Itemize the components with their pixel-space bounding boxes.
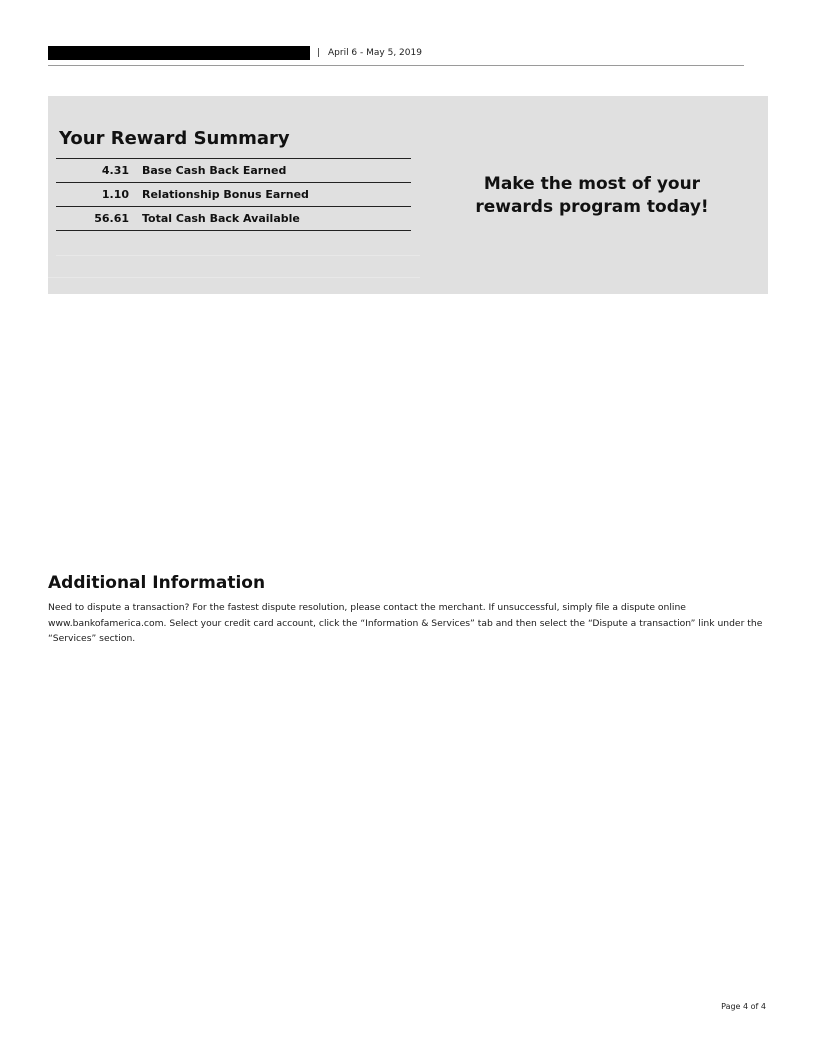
header-divider: [48, 65, 744, 66]
reward-summary-panel: [48, 96, 768, 294]
panel-faint-divider: [56, 255, 420, 256]
additional-information-title: Additional Information: [48, 573, 266, 593]
reward-amount: 56.61: [94, 212, 129, 225]
page-number: Page 4 of 4: [721, 1002, 766, 1011]
statement-date-range: April 6 - May 5, 2019: [328, 48, 422, 58]
reward-label: Base Cash Back Earned: [142, 164, 287, 177]
reward-summary-title: Your Reward Summary: [59, 128, 290, 149]
promo-line: Make the most of your: [483, 174, 701, 194]
redacted-account-bar: [48, 46, 310, 60]
rewards-promo-message: [474, 173, 710, 219]
panel-faint-divider: [48, 277, 420, 278]
reward-summary-table: [56, 158, 411, 231]
reward-label: Relationship Bonus Earned: [142, 188, 309, 201]
promo-line: rewards program today!: [475, 197, 709, 217]
reward-row-base-cash-back: [56, 159, 411, 183]
reward-amount: 1.10: [101, 188, 129, 201]
reward-row-total-cash-back: [56, 207, 411, 231]
reward-label: Total Cash Back Available: [142, 212, 300, 225]
reward-row-relationship-bonus: [56, 183, 411, 207]
reward-amount: 4.31: [101, 164, 129, 177]
header-separator: |: [317, 48, 321, 58]
additional-information-text: Need to dispute a transaction? For the fastest dispute resolution, please contact the merchant. If unsuccessful, simply file a dispute online www.bankofamerica.com. Select your credit card account, click the “Information & Services” tab and then select the “Dispute a transaction” link under the “Services” section.: [48, 602, 763, 644]
